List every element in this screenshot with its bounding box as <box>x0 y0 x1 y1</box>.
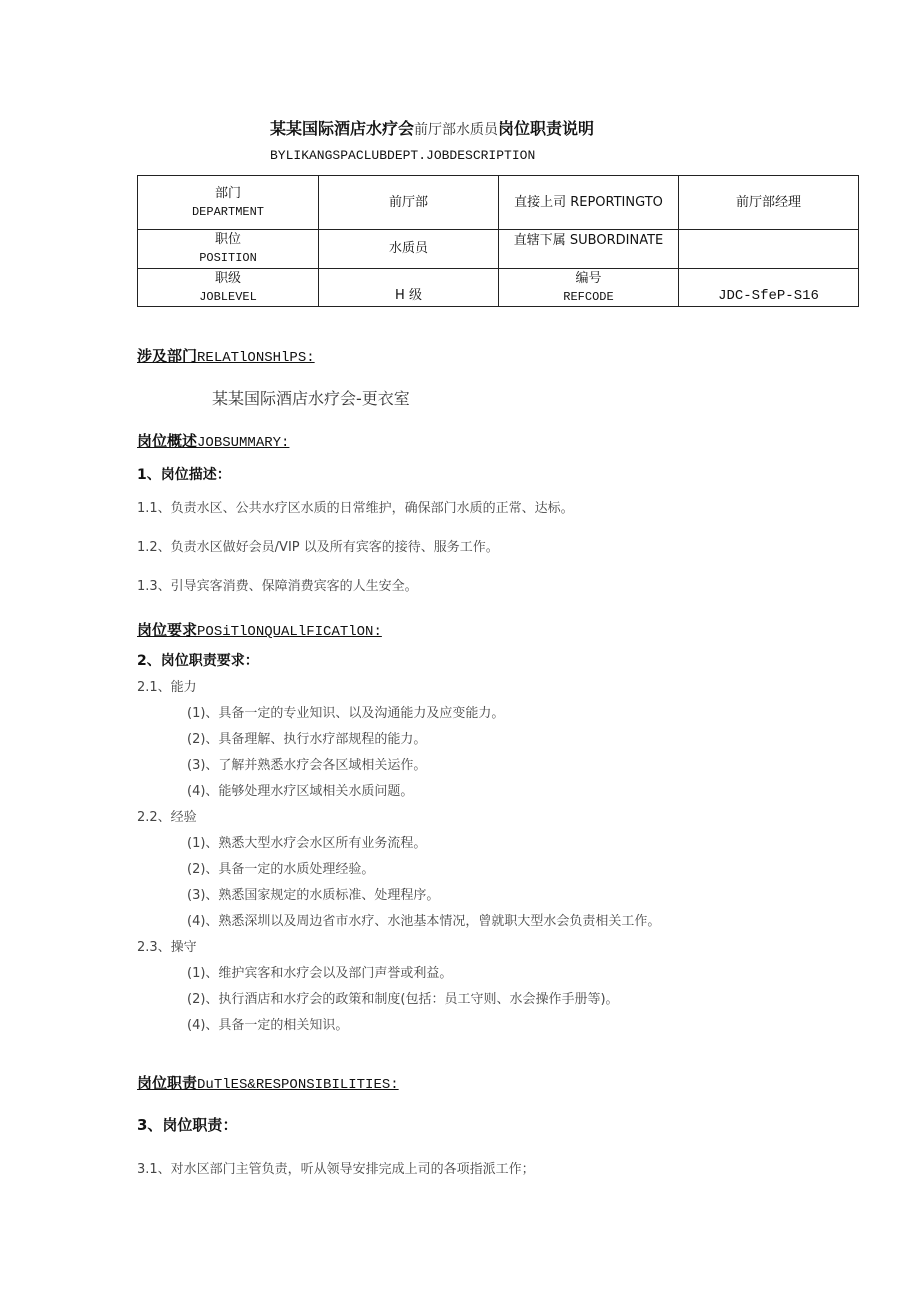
list-item: (2)、执行酒店和水疗会的政策和制度(包括：员工守则、水会操作手册等)。 <box>187 992 619 1007</box>
experience-title: 2.2、经验 <box>137 810 197 825</box>
summary-heading-cn: 岗位概述 <box>137 432 198 450</box>
list-item: (4)、熟悉深圳以及周边省市水疗、水池基本情况，曾就职大型水会负责相关工作。 <box>187 914 661 929</box>
summary-item: 1.2、负责水区做好会员/VIP 以及所有宾客的接待、服务工作。 <box>137 540 499 555</box>
summary-subheading: 1、岗位描述： <box>137 467 231 483</box>
dept-label-en: DEPARTMENT <box>191 204 264 219</box>
table-row <box>138 269 859 307</box>
dept-value-cell <box>319 176 499 230</box>
level-label-cell <box>138 269 319 307</box>
dept-label-cell <box>138 176 319 230</box>
job-info-table <box>137 175 859 307</box>
subordinate-value-cell <box>679 230 859 269</box>
level-label-cn: 职级 <box>214 270 241 286</box>
summary-heading-en: JOBSUMMARY: <box>197 435 290 451</box>
title-position: 前厅部水质员 <box>414 122 499 138</box>
duty-item: 3.1、对水区部门主管负责，听从领导安排完成上司的各项指派工作； <box>137 1162 535 1177</box>
table-row <box>138 176 859 230</box>
title-suffix: 岗位职责说明 <box>498 119 595 138</box>
ref-label-en: REFCODE <box>563 289 614 304</box>
level-label-en: JOBLEVEL <box>199 289 257 304</box>
list-item: (3)、熟悉国家规定的水质标准、处理程序。 <box>187 888 440 903</box>
qualification-heading <box>137 619 382 640</box>
page-subtitle: BYLIKANGSPACLUBDEPT.JOBDESCRIPTION <box>270 148 536 163</box>
dept-value: 前厅部 <box>388 194 428 210</box>
summary-item: 1.1、负责水区、公共水疗区水质的日常维护，确保部门水质的正常、达标。 <box>137 501 574 516</box>
ref-label-cn: 编号 <box>575 270 602 286</box>
relationships-heading-en: RELATlONSHlPS: <box>197 350 315 366</box>
list-item: (1)、熟悉大型水疗会水区所有业务流程。 <box>187 836 427 851</box>
duties-heading-en: DuTlES&RESPONSIBILITIES: <box>197 1077 399 1093</box>
relationships-text: 某某国际酒店水疗会-更衣室 <box>212 389 410 408</box>
list-item: (1)、具备一定的专业知识、以及沟通能力及应变能力。 <box>187 706 505 721</box>
table-row <box>138 230 859 269</box>
report-value-cell <box>679 176 859 230</box>
ref-value-cell <box>679 269 859 307</box>
qualification-heading-en: POSiTlONQUALlFICATlON: <box>197 624 382 640</box>
position-value: 水质员 <box>388 241 428 256</box>
list-item: (1)、维护宾客和水疗会以及部门声誉或利益。 <box>187 966 453 981</box>
dept-label-cn: 部门 <box>214 185 241 201</box>
duties-heading-cn: 岗位职责 <box>137 1074 198 1092</box>
subordinate-label-cell <box>499 230 679 269</box>
list-item: (3)、了解并熟悉水疗会各区域相关运作。 <box>187 758 427 773</box>
qualification-subheading: 2、岗位职责要求： <box>137 653 259 669</box>
position-label-en: POSITION <box>199 251 257 265</box>
ref-value: JDC-SfeP-S16 <box>718 288 819 304</box>
page-title <box>270 116 594 139</box>
report-label-cell <box>499 176 679 230</box>
list-item: (4)、能够处理水疗区域相关水质问题。 <box>187 784 414 799</box>
level-value: H 级 <box>395 288 422 303</box>
relationships-heading-cn: 涉及部门 <box>137 347 198 365</box>
ref-label-cell <box>499 269 679 307</box>
position-label-cell <box>138 230 319 269</box>
position-label-cn: 职位 <box>214 232 241 247</box>
title-prefix: 某某国际酒店水疗会 <box>270 119 415 138</box>
ability-title: 2.1、能力 <box>137 680 197 695</box>
conduct-title: 2.3、操守 <box>137 940 197 955</box>
summary-heading <box>137 430 289 451</box>
list-item: (2)、具备一定的水质处理经验。 <box>187 862 375 877</box>
summary-item: 1.3、引导宾客消费、保障消费宾客的人生安全。 <box>137 579 418 594</box>
report-label: 直接上司 REPORTINGTO <box>514 194 663 210</box>
position-value-cell <box>319 230 499 269</box>
duties-subheading: 3、岗位职责： <box>137 1116 238 1134</box>
subordinate-label: 直辖下属 SUBORDINATE <box>513 233 664 248</box>
relationships-heading <box>137 345 315 366</box>
list-item: (2)、具备理解、执行水疗部规程的能力。 <box>187 732 427 747</box>
duties-heading <box>137 1072 399 1093</box>
level-value-cell <box>319 269 499 307</box>
report-value: 前厅部经理 <box>735 194 801 210</box>
list-item: (4)、具备一定的相关知识。 <box>187 1018 349 1033</box>
qualification-heading-cn: 岗位要求 <box>137 621 198 639</box>
